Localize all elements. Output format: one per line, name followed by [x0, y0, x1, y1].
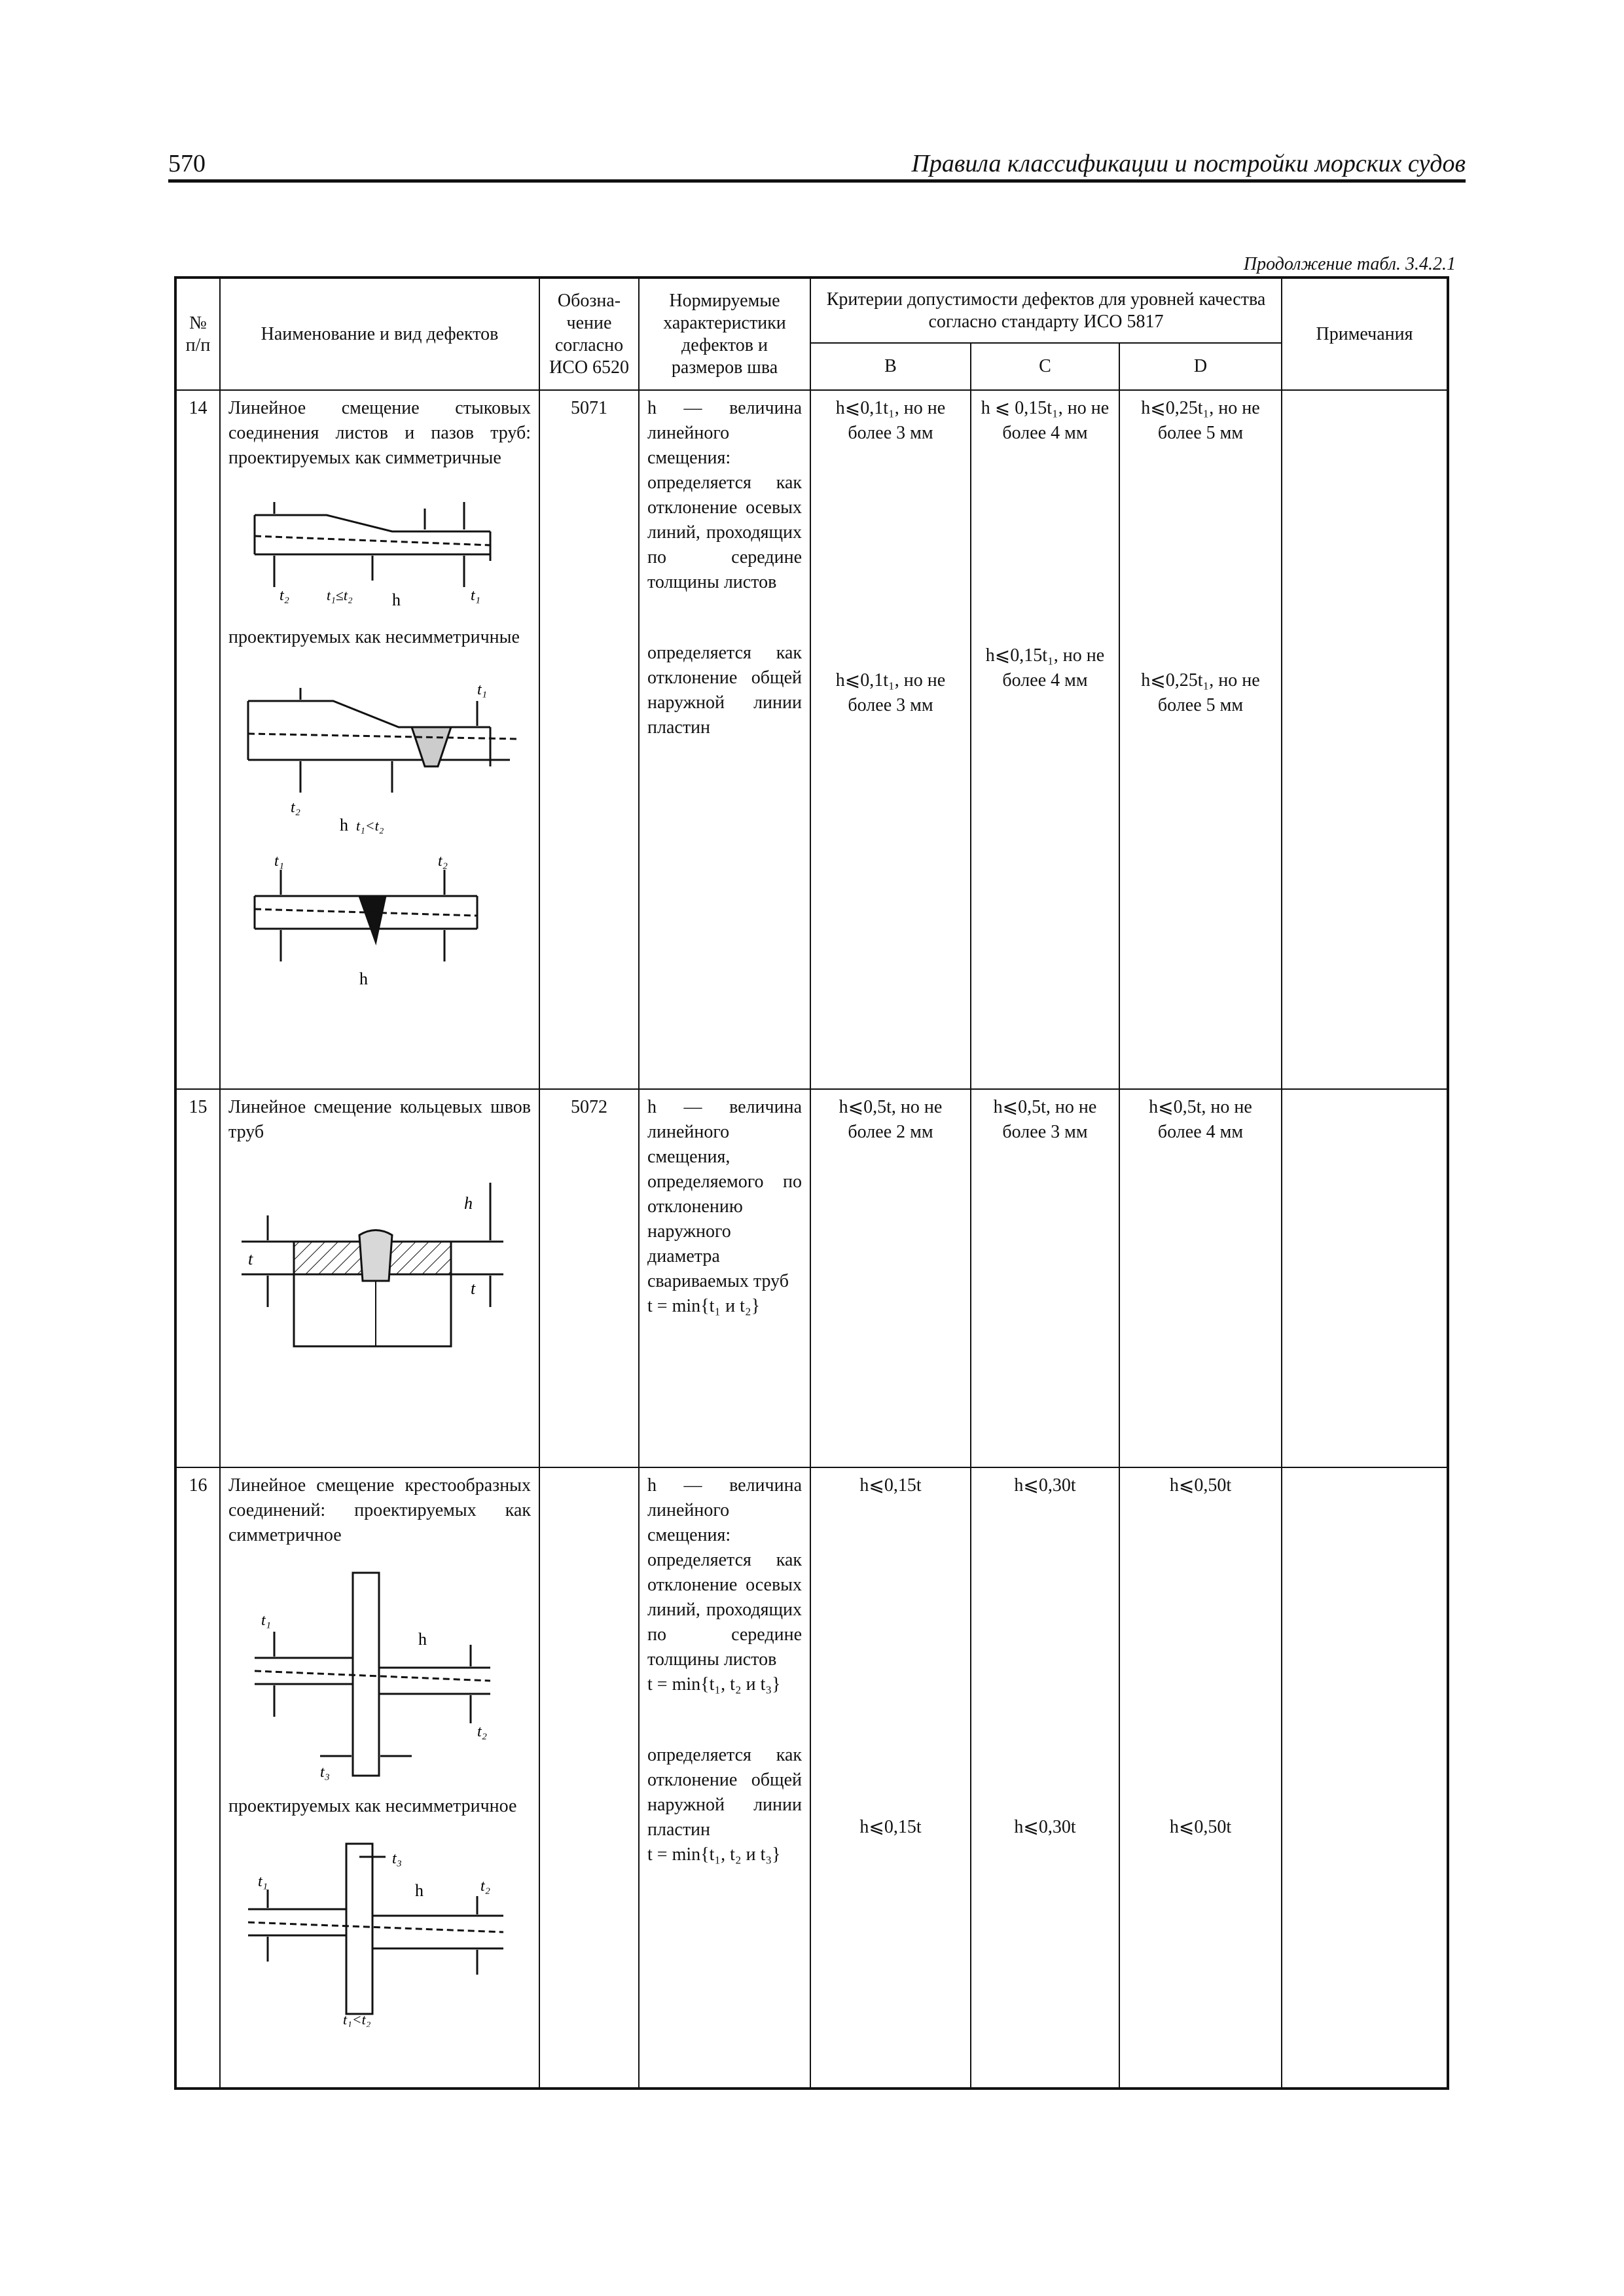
running-title: Правила классификации и постройки морских судов [911, 150, 1466, 177]
iso-code: 5071 [539, 390, 639, 1089]
criteria-c-cell [971, 390, 1119, 1089]
fig-label: t₁<t₂ [356, 817, 384, 834]
cruciform-joint-asymmetric-diagram [228, 1831, 516, 2027]
fig-label: t [248, 1249, 253, 1268]
criteria-b-cell [810, 1467, 971, 2089]
norm-subtext: определяется как отклонение общей наружной линии пластин [647, 643, 802, 738]
fig-label: t₁ [258, 1873, 268, 1890]
fig-label: h [415, 1881, 424, 1900]
fig-label: t₁ [477, 681, 488, 698]
fig-label: h [392, 590, 401, 609]
fig-label: t₁ [274, 853, 285, 870]
criteria-d-cell [1119, 1467, 1282, 2089]
norm-formula: t = min{t₁, t₂ и t₃} [647, 1674, 781, 1695]
norm-formula: t = min{t₁ и t₂} [647, 1296, 761, 1316]
criteria-d-sub: h⩽0,25t₁, но не более 5 мм [1141, 670, 1260, 715]
norm-subtext: определяется как отклонение общей наружной линии пластин [647, 1745, 802, 1840]
page-header [168, 143, 1466, 182]
fig-label: h [418, 1630, 427, 1649]
butt-joint-offset-diagram [228, 850, 503, 994]
pipe-circumferential-weld-diagram [228, 1157, 516, 1366]
row-number: 15 [175, 1089, 220, 1467]
header-norm: Нормируемые характеристики дефектов и размеров шва [639, 278, 810, 390]
defect-name-cell [220, 390, 539, 1089]
fig-label: h [359, 969, 368, 988]
row-number: 16 [175, 1467, 220, 2089]
criteria-b-sub: h⩽0,15t [859, 1817, 922, 1837]
table-row [175, 390, 1448, 1089]
criteria-d-cell [1119, 390, 1282, 1089]
fig-label: h [340, 816, 348, 834]
defect-name-cell [220, 1089, 539, 1467]
norm-cell [639, 390, 810, 1089]
criteria-c-sub: h⩽0,30t [1014, 1817, 1076, 1837]
fig-label: t₂ [480, 1878, 491, 1895]
fig-label: t₃ [320, 1764, 331, 1781]
header-rule [168, 179, 1466, 183]
norm-text: h — величина линейного смещения: определяется как отклонение осевых линий, проходящих по середине толщины листов [647, 1475, 802, 1670]
norm-text: h — величина линейного смещения: определяется как отклонение осевых линий, проходящих по середине толщины листов [647, 398, 802, 592]
iso-code [539, 1467, 639, 2089]
fig-label: t₂ [291, 799, 301, 816]
header-level-d: D [1119, 343, 1282, 390]
criteria-c-sub: h⩽0,15t₁, но не более 4 мм [985, 645, 1105, 691]
fig-label: t₁ [261, 1612, 272, 1629]
criteria-b: h⩽0,15t [859, 1475, 922, 1496]
butt-joint-symmetric-diagram [228, 482, 516, 613]
iso-code: 5072 [539, 1089, 639, 1467]
fig-label: t [471, 1279, 476, 1298]
norm-sub-formula: t = min{t₁, t₂ и t₃} [647, 1844, 781, 1865]
defect-name: Линейное смещение кольцевых швов труб [228, 1097, 531, 1142]
fig-label: t₂ [477, 1723, 488, 1740]
criteria-b-sub: h⩽0,1t₁, но не более 3 мм [835, 670, 946, 715]
notes-cell [1282, 390, 1448, 1089]
notes-cell [1282, 1467, 1448, 2089]
header-num: № п/п [175, 278, 220, 390]
table-continuation-caption: Продолжение табл. 3.4.2.1 [1243, 254, 1456, 274]
notes-cell [1282, 1089, 1448, 1467]
criteria-d: h⩽0,5t, но не более 4 мм [1119, 1089, 1282, 1467]
cruciform-joint-symmetric-diagram [228, 1560, 516, 1782]
defect-subname: проектируемых как несимметричные [228, 627, 520, 647]
fig-label: t₂ [280, 587, 290, 604]
criteria-d: h⩽0,25t₁, но не более 5 мм [1141, 398, 1260, 443]
defects-table [174, 276, 1449, 2090]
fig-label: t₂ [438, 853, 448, 870]
header-code: Обозна-чение согласно ИСО 6520 [539, 278, 639, 390]
header-level-b: B [810, 343, 971, 390]
header-notes: Примечания [1282, 278, 1448, 390]
butt-joint-asymmetric-diagram [228, 662, 536, 838]
defect-name: Линейное смещение крестообразных соединений: проектируемых как симметричное [228, 1475, 531, 1545]
criteria-b-cell [810, 390, 971, 1089]
criteria-c: h⩽0,5t, но не более 3 мм [971, 1089, 1119, 1467]
row-number: 14 [175, 390, 220, 1089]
norm-cell [639, 1467, 810, 2089]
defect-name-cell [220, 1467, 539, 2089]
norm-text: h — величина линейного смещения, определяемого по отклонению наружного диаметра свариваемых труб [647, 1097, 802, 1291]
criteria-c-cell [971, 1467, 1119, 2089]
fig-label: t₃ [392, 1850, 403, 1867]
defect-name: Линейное смещение стыковых соединения листов и пазов труб: проектируемых как симметричные [228, 398, 531, 468]
norm-cell [639, 1089, 810, 1467]
criteria-d: h⩽0,50t [1169, 1475, 1232, 1496]
page-number: 570 [168, 150, 206, 177]
criteria-b: h⩽0,1t₁, но не более 3 мм [835, 398, 946, 443]
fig-label: t₁ [471, 587, 481, 604]
criteria-c: h ⩽ 0,15t₁, но не более 4 мм [981, 398, 1110, 443]
fig-label: t₁<t₂ [343, 2011, 371, 2027]
fig-label: t₁≤t₂ [327, 587, 353, 603]
fig-label: h [464, 1194, 473, 1213]
defect-subname: проектируемых как несимметричное [228, 1796, 517, 1816]
table-row [175, 1467, 1448, 2089]
criteria-c: h⩽0,30t [1014, 1475, 1076, 1496]
criteria-b: h⩽0,5t, но не более 2 мм [810, 1089, 971, 1467]
header-name: Наименование и вид дефектов [220, 278, 539, 390]
header-criteria: Критерии допустимости дефектов для уровней качества согласно стандарту ИСО 5817 [810, 278, 1282, 343]
table-row [175, 1089, 1448, 1467]
criteria-d-sub: h⩽0,50t [1169, 1817, 1232, 1837]
header-level-c: C [971, 343, 1119, 390]
